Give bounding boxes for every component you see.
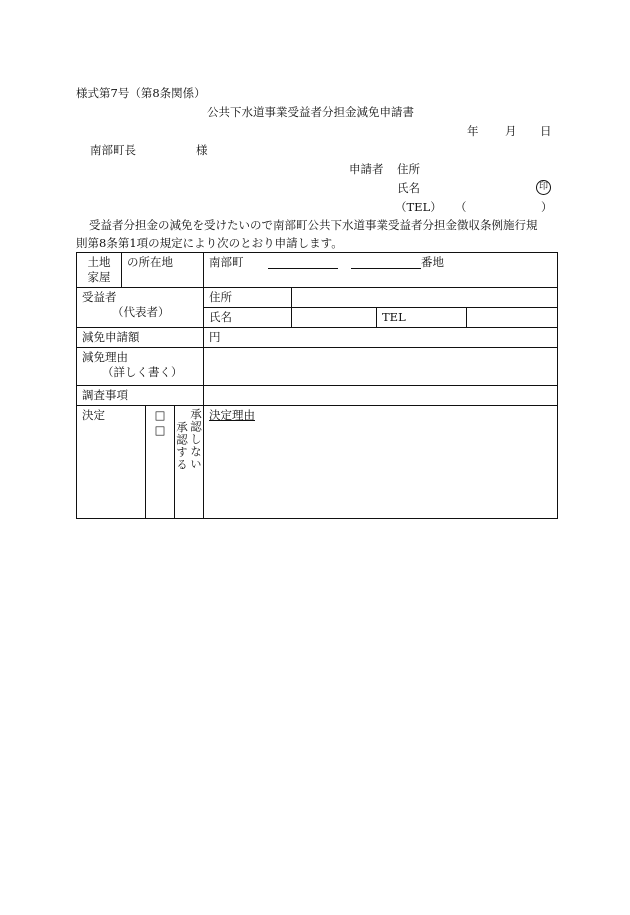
reduction-amount-label: 減免申請額 [77,328,204,348]
reason-field[interactable] [204,348,558,386]
location-label: の所在地 [122,253,204,288]
tel-paren-close: ） [541,200,553,214]
beneficiary-cell [77,288,204,328]
addressee-name: 南部町長 [90,143,136,157]
survey-label: 調査事項 [77,386,204,406]
date-year-label: 年 [467,124,479,138]
decision-reason-cell[interactable] [204,406,558,519]
seal-mark-icon: 印 [536,180,551,195]
house-label: 家屋 [87,270,111,284]
yen-label: 円 [209,330,221,344]
decision-checkbox-cell [146,406,175,519]
approve-checkbox[interactable]: □ [154,408,166,422]
land-label: 土地 [87,255,111,269]
underline-field-2[interactable] [351,268,421,269]
beneficiary-name-field[interactable] [292,308,377,328]
body-text-line-2: 則第8条第1項の規定により次のとおり申請します。 [76,236,343,250]
beneficiary-label: 受益者 [82,290,117,304]
reduction-amount-field[interactable] [204,328,558,348]
applicant-address-label: 住所 [397,162,420,176]
decision-reason-label: 決定理由 [209,408,255,422]
page-title: 公共下水道事業受益者分担金減免申請書 [207,105,414,119]
addressee-honorific: 様 [196,143,208,157]
beneficiary-name-label: 氏名 [204,308,292,328]
beneficiary-address-field[interactable] [292,288,558,308]
banchi-label: 番地 [421,255,444,269]
decision-options-cell [175,406,204,519]
beneficiary-tel-field[interactable] [467,308,558,328]
town-label: 南部町 [209,255,244,269]
decision-label: 決定 [77,406,146,519]
application-table [76,252,558,519]
reason-label: 減免理由 [82,350,128,364]
form-number: 様式第7号（第8条関係） [76,86,206,100]
beneficiary-address-label: 住所 [204,288,292,308]
reason-note: （詳しく書く） [102,365,183,379]
approve-option-label: 承認する [175,420,189,471]
land-house-cell [77,253,122,288]
applicant-label: 申請者 [349,162,384,176]
not-approve-checkbox[interactable]: □ [154,423,166,437]
applicant-name-label: 氏名 [397,181,420,195]
underline-field-1[interactable] [268,268,338,269]
date-day-label: 日 [540,124,552,138]
representative-label: （代表者） [112,305,170,319]
tel-paren-open: （ [455,200,467,214]
applicant-tel-label: （TEL） [395,200,442,214]
survey-field[interactable] [204,386,558,406]
date-month-label: 月 [505,124,517,138]
not-approve-option-label: 承認しない [189,408,203,471]
beneficiary-tel-label: TEL [377,308,467,328]
body-text-line-1: 受益者分担金の減免を受けたいので南部町公共下水道事業受益者分担金徴収条例施行規 [89,218,538,232]
location-value-cell[interactable] [204,253,558,288]
reason-cell [77,348,204,386]
